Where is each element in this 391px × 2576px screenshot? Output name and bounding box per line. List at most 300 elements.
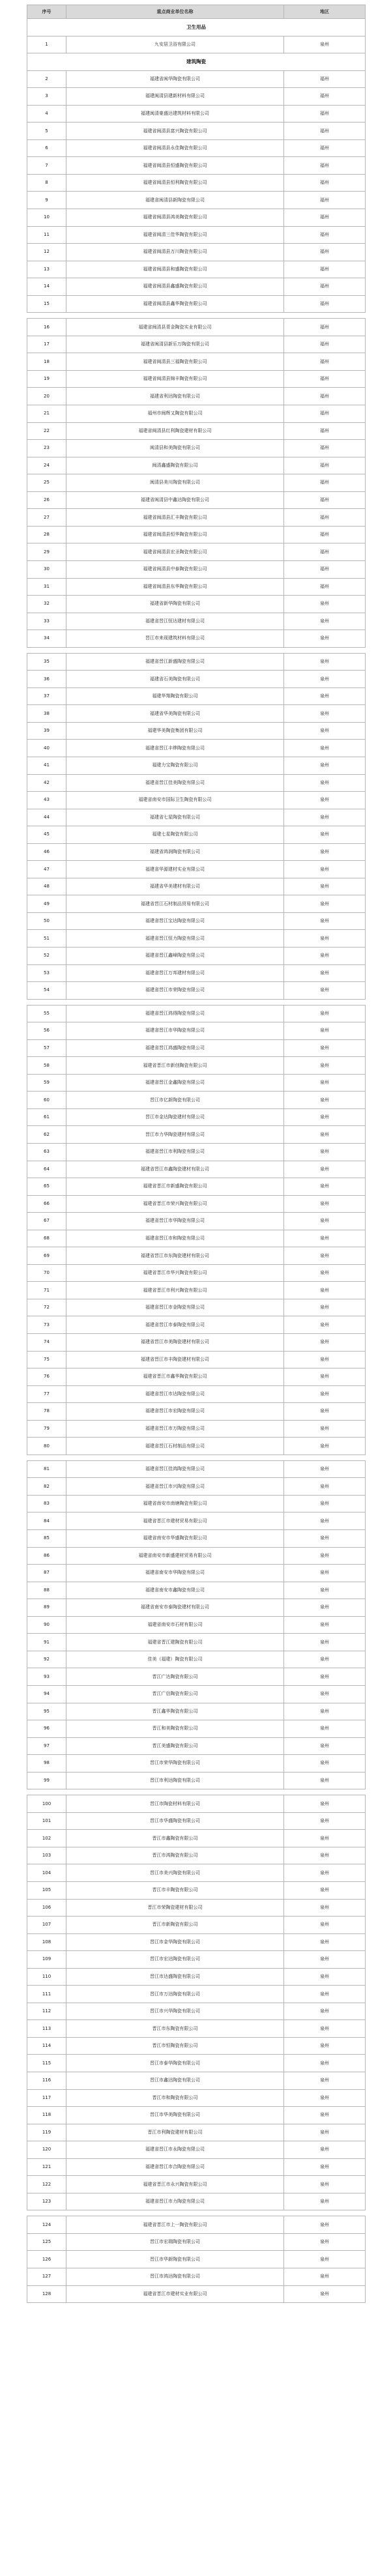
row-number: 55	[27, 1005, 66, 1022]
table-row	[27, 1812, 366, 1830]
region: 泉州	[284, 1737, 366, 1755]
row-number: 24	[27, 457, 66, 474]
region: 泉州	[284, 1403, 366, 1421]
company-name: 福建闽清豪盛达建筑材料有限公司	[66, 105, 284, 123]
table-row	[27, 1933, 366, 1951]
table-row	[27, 2003, 366, 2020]
region: 福州	[284, 174, 366, 192]
company-name: 福建省闽清县万川陶瓷有限公司	[66, 244, 284, 261]
region: 泉州	[284, 1282, 366, 1299]
region: 福州	[284, 88, 366, 106]
table-row	[27, 1495, 366, 1512]
table-row	[27, 1144, 366, 1161]
table-row	[27, 295, 366, 313]
row-number: 113	[27, 2020, 66, 2038]
region: 泉州	[284, 1599, 366, 1617]
table-row	[27, 2251, 366, 2268]
company-name: 福建省晋江市鑫华陶瓷有限公司	[66, 1368, 284, 1386]
company-name: 福建省闽清县三福陶瓷有限公司	[66, 353, 284, 371]
company-name: 福建省晋江丰烨陶瓷有限公司	[66, 740, 284, 757]
region: 泉州	[284, 1986, 366, 2003]
company-name: 福建省南安市南塘陶瓷有限公司	[66, 1495, 284, 1512]
company-name: 福建华翔陶瓷有限公司	[66, 687, 284, 705]
section-title: 建筑陶瓷	[27, 53, 366, 71]
table-row	[27, 1178, 366, 1196]
company-name: 福建省七星陶瓷有限公司	[66, 809, 284, 826]
company-name: 晋江市荣华陶瓷有限公司	[66, 1755, 284, 1773]
company-name: 福建省晋江市华陶瓷有限公司	[66, 1213, 284, 1230]
company-name: 福建省晋江市新创陶瓷有限公司	[66, 1057, 284, 1075]
row-number: 16	[27, 319, 66, 336]
company-name: 闽清县和美陶瓷有限公司	[66, 440, 284, 457]
company-name: 晋江市兴华陶瓷有限公司	[66, 2003, 284, 2020]
section-gap	[27, 2210, 366, 2216]
row-number: 40	[27, 740, 66, 757]
row-number: 28	[27, 526, 66, 543]
table-row	[27, 370, 366, 388]
region: 福州	[284, 353, 366, 371]
table-row	[27, 1195, 366, 1213]
region: 泉州	[284, 596, 366, 613]
table-row	[27, 792, 366, 809]
company-name: 福建省闽清县鑫华陶瓷有限公司	[66, 295, 284, 313]
table-row	[27, 740, 366, 757]
table-row	[27, 1299, 366, 1316]
region: 泉州	[284, 1385, 366, 1403]
row-number: 99	[27, 1772, 66, 1789]
table-row	[27, 1022, 366, 1040]
region: 泉州	[284, 1247, 366, 1265]
company-name: 晋江市新陶瓷有限公司	[66, 1917, 284, 1934]
company-name: 福建省晋江市荣陶瓷有限公司	[66, 982, 284, 1000]
region: 泉州	[284, 1933, 366, 1951]
region: 泉州	[284, 2107, 366, 2124]
company-name: 福建省南安市泰陶瓷建材有限公司	[66, 1599, 284, 1617]
row-number: 108	[27, 1933, 66, 1951]
region: 泉州	[284, 861, 366, 878]
table-row	[27, 2107, 366, 2124]
table-row	[27, 1881, 366, 1899]
table-row	[27, 105, 366, 123]
region: 泉州	[284, 1830, 366, 1847]
table-row	[27, 139, 366, 157]
region: 泉州	[284, 1195, 366, 1213]
table-row	[27, 613, 366, 630]
table-row	[27, 1213, 366, 1230]
company-name: 福建省晋江市永陶瓷有限公司	[66, 2141, 284, 2159]
row-number: 50	[27, 912, 66, 930]
gap-cell	[27, 1454, 366, 1460]
row-number: 128	[27, 2285, 66, 2303]
row-number: 86	[27, 1547, 66, 1565]
section-title: 卫生用品	[27, 19, 366, 36]
row-number: 42	[27, 774, 66, 792]
region: 福州	[284, 123, 366, 140]
company-name: 福建省晋江市利陶瓷有限公司	[66, 1144, 284, 1161]
header-region: 地区	[284, 5, 366, 19]
table-row	[27, 2158, 366, 2176]
region: 泉州	[284, 1547, 366, 1565]
row-number: 21	[27, 405, 66, 423]
company-name: 福建省晋江市宏陶瓷有限公司	[66, 1403, 284, 1421]
row-number: 48	[27, 878, 66, 895]
row-number: 37	[27, 687, 66, 705]
table-row	[27, 157, 366, 175]
region: 泉州	[284, 1864, 366, 1882]
section-row	[27, 19, 366, 36]
region: 泉州	[284, 1368, 366, 1386]
row-number: 102	[27, 1830, 66, 1847]
row-number: 2	[27, 70, 66, 88]
company-name: 晋江市泰华陶瓷有限公司	[66, 2055, 284, 2072]
row-number: 59	[27, 1074, 66, 1092]
region: 福州	[284, 405, 366, 423]
table-row	[27, 1420, 366, 1438]
region: 泉州	[284, 2003, 366, 2020]
table-row	[27, 1720, 366, 1738]
table-row	[27, 774, 366, 792]
region: 泉州	[284, 1092, 366, 1109]
region: 泉州	[284, 1530, 366, 1548]
region: 泉州	[284, 2176, 366, 2193]
table-row	[27, 491, 366, 509]
table-row	[27, 226, 366, 244]
company-name: 晋江市利达陶瓷有限公司	[66, 1772, 284, 1789]
table-row	[27, 209, 366, 227]
section-gap	[27, 1789, 366, 1795]
table-row	[27, 1074, 366, 1092]
table-row	[27, 244, 366, 261]
row-number: 94	[27, 1685, 66, 1703]
company-name: 福建省晋江佳鸿陶瓷有限公司	[66, 1460, 284, 1478]
row-number: 36	[27, 671, 66, 688]
company-name: 福建省晋江市永兴陶瓷有限公司	[66, 2176, 284, 2193]
table-row	[27, 1986, 366, 2003]
company-name: 福建省晋江市东陶瓷建材有限公司	[66, 1247, 284, 1265]
table-row	[27, 705, 366, 723]
region: 泉州	[284, 878, 366, 895]
company-name: 晋江美盛陶瓷有限公司	[66, 1737, 284, 1755]
row-number: 95	[27, 1703, 66, 1720]
region: 福州	[284, 370, 366, 388]
region: 泉州	[284, 774, 366, 792]
row-number: 89	[27, 1599, 66, 1617]
region: 泉州	[284, 809, 366, 826]
region: 泉州	[284, 912, 366, 930]
table-row	[27, 123, 366, 140]
company-name: 福建省闽清县新乐万陶瓷有限公司	[66, 336, 284, 353]
company-name: 闽清县美川陶瓷有限公司	[66, 474, 284, 492]
region: 泉州	[284, 2124, 366, 2141]
row-number: 96	[27, 1720, 66, 1738]
table-row	[27, 2268, 366, 2286]
region: 泉州	[284, 2233, 366, 2251]
table-row	[27, 2020, 366, 2038]
table-row	[27, 526, 366, 543]
row-number: 91	[27, 1634, 66, 1651]
company-name: 福建省闽清县恒盛陶瓷有限公司	[66, 157, 284, 175]
region: 泉州	[284, 1495, 366, 1512]
region: 泉州	[284, 1812, 366, 1830]
company-name: 福建省晋江市泰陶瓷有限公司	[66, 1316, 284, 1334]
company-name: 福建省南安市鑫陶瓷有限公司	[66, 1582, 284, 1599]
row-number: 125	[27, 2233, 66, 2251]
row-number: 72	[27, 1299, 66, 1316]
company-name: 福建省晋江鑫峰陶瓷有限公司	[66, 947, 284, 964]
table-row	[27, 1264, 366, 1282]
company-name: 晋江市亿新陶瓷有限公司	[66, 1092, 284, 1109]
region: 泉州	[284, 1795, 366, 1813]
table-row	[27, 174, 366, 192]
region: 泉州	[284, 1899, 366, 1917]
company-name: 福建省晋江市鑫陶瓷建材有限公司	[66, 1161, 284, 1178]
region: 泉州	[284, 826, 366, 844]
table-row	[27, 1403, 366, 1421]
row-number: 119	[27, 2124, 66, 2141]
row-number: 26	[27, 491, 66, 509]
table-row	[27, 1685, 366, 1703]
table-row	[27, 422, 366, 440]
table-row	[27, 947, 366, 964]
row-number: 64	[27, 1161, 66, 1178]
region: 福州	[284, 105, 366, 123]
table-row	[27, 2176, 366, 2193]
company-name: 晋江市东陶瓷有限公司	[66, 2020, 284, 2038]
region: 福州	[284, 319, 366, 336]
region: 泉州	[284, 1316, 366, 1334]
table-row	[27, 560, 366, 578]
table-row	[27, 1334, 366, 1352]
table-row	[27, 1968, 366, 1986]
company-name: 福建省闽清三佳华陶瓷有限公司	[66, 226, 284, 244]
row-number: 82	[27, 1478, 66, 1496]
table-row	[27, 192, 366, 209]
company-name: 福建省华美陶瓷有限公司	[66, 705, 284, 723]
row-number: 71	[27, 1282, 66, 1299]
company-name: 晋江市万达陶瓷有限公司	[66, 1986, 284, 2003]
table-row	[27, 1651, 366, 1668]
table-row	[27, 895, 366, 913]
table-row	[27, 36, 366, 53]
table-row	[27, 2124, 366, 2141]
header-no: 序号	[27, 5, 66, 19]
company-name: 福建省南安市新盛建材贸易有限公司	[66, 1547, 284, 1565]
table-row	[27, 630, 366, 648]
row-number: 114	[27, 2037, 66, 2055]
company-name: 福建省晋江建陶瓷有限公司	[66, 1634, 284, 1651]
table-row	[27, 671, 366, 688]
row-number: 43	[27, 792, 66, 809]
region: 泉州	[284, 1299, 366, 1316]
company-name: 福建省晋江市建材贸易有限公司	[66, 1512, 284, 1530]
row-number: 14	[27, 278, 66, 296]
company-name: 福建省晋江市万陶瓷有限公司	[66, 1420, 284, 1438]
company-name: 晋江市鑫陶瓷有限公司	[66, 1830, 284, 1847]
region: 福州	[284, 457, 366, 474]
company-name: 福建省闽清县鑫盛陶瓷有限公司	[66, 278, 284, 296]
table-row	[27, 2055, 366, 2072]
company-name: 福建省闽清县红利陶瓷建材有限公司	[66, 422, 284, 440]
table-row	[27, 1161, 366, 1178]
row-number: 5	[27, 123, 66, 140]
region: 泉州	[284, 1264, 366, 1282]
region: 泉州	[284, 1438, 366, 1455]
company-name: 福建省晋江市荣兴陶瓷有限公司	[66, 1195, 284, 1213]
table-row	[27, 1005, 366, 1022]
region: 泉州	[284, 2158, 366, 2176]
company-name: 福建省南安市华盛陶瓷有限公司	[66, 1530, 284, 1548]
region: 福州	[284, 578, 366, 596]
row-number: 76	[27, 1368, 66, 1386]
region: 泉州	[284, 1512, 366, 1530]
table-row	[27, 2233, 366, 2251]
region: 泉州	[284, 1178, 366, 1196]
company-name: 晋江鑫华陶瓷有限公司	[66, 1703, 284, 1720]
company-name: 福建省晋江市美陶瓷建材有限公司	[66, 1334, 284, 1352]
row-number: 19	[27, 370, 66, 388]
region: 泉州	[284, 705, 366, 723]
region: 福州	[284, 491, 366, 509]
company-name: 晋江市来现建筑材料有限公司	[66, 630, 284, 648]
table-row	[27, 1092, 366, 1109]
row-number: 18	[27, 353, 66, 371]
region: 泉州	[284, 1651, 366, 1668]
table-row	[27, 861, 366, 878]
row-number: 30	[27, 560, 66, 578]
company-name: 福建力宝陶瓷有限公司	[66, 757, 284, 774]
company-name: 福建省华源建材实业有限公司	[66, 861, 284, 878]
table-row	[27, 1247, 366, 1265]
region: 泉州	[284, 1144, 366, 1161]
row-number: 10	[27, 209, 66, 227]
region: 福州	[284, 388, 366, 405]
region: 福州	[284, 157, 366, 175]
table-row	[27, 964, 366, 982]
table-row	[27, 930, 366, 948]
table-row	[27, 1668, 366, 1686]
table-row	[27, 2193, 366, 2210]
company-name: 福建省晋江金鑫陶瓷有限公司	[66, 1074, 284, 1092]
company-name: 福建省晋江恒力陶瓷有限公司	[66, 930, 284, 948]
company-name: 晋江市鑫达陶瓷有限公司	[66, 2072, 284, 2089]
row-number: 70	[27, 1264, 66, 1282]
company-name: 晋江市美兴陶瓷有限公司	[66, 1864, 284, 1882]
region: 泉州	[284, 687, 366, 705]
row-number: 3	[27, 88, 66, 106]
company-name: 福建省晋江市建材实业有限公司	[66, 2285, 284, 2303]
row-number: 54	[27, 982, 66, 1000]
region: 泉州	[284, 1351, 366, 1368]
region: 福州	[284, 509, 366, 527]
company-name: 福建省晋江万邦建材有限公司	[66, 964, 284, 982]
section-gap	[27, 313, 366, 319]
row-number: 61	[27, 1108, 66, 1126]
row-number: 112	[27, 2003, 66, 2020]
gap-cell	[27, 647, 366, 653]
row-number: 47	[27, 861, 66, 878]
company-name: 福建省晋江市金陶瓷有限公司	[66, 1299, 284, 1316]
company-name: 晋江市力华陶瓷建材有限公司	[66, 1126, 284, 1144]
region: 泉州	[284, 2216, 366, 2234]
region: 泉州	[284, 1074, 366, 1092]
table-row	[27, 1368, 366, 1386]
company-name: 福建省晋江新盛陶瓷有限公司	[66, 653, 284, 671]
company-name: 福建省闽清县汇丰陶瓷有限公司	[66, 509, 284, 527]
region: 泉州	[284, 930, 366, 948]
region: 泉州	[284, 671, 366, 688]
table-row	[27, 261, 366, 278]
section-row	[27, 53, 366, 71]
row-number: 105	[27, 1881, 66, 1899]
region: 福州	[284, 560, 366, 578]
section-gap	[27, 647, 366, 653]
company-name: 晋江市华美陶瓷有限公司	[66, 2107, 284, 2124]
table-row	[27, 543, 366, 561]
table-row	[27, 2216, 366, 2234]
section-gap	[27, 1454, 366, 1460]
gap-cell	[27, 313, 366, 319]
row-number: 63	[27, 1144, 66, 1161]
row-number: 123	[27, 2193, 66, 2210]
company-name: 福建省闽清县东华陶瓷有限公司	[66, 578, 284, 596]
row-number: 65	[27, 1178, 66, 1196]
region: 福州	[284, 422, 366, 440]
row-number: 62	[27, 1126, 66, 1144]
region: 泉州	[284, 613, 366, 630]
company-name: 晋江市和陶瓷有限公司	[66, 2089, 284, 2107]
row-number: 111	[27, 1986, 66, 2003]
company-name: 福建省闽华陶瓷有限公司	[66, 70, 284, 88]
row-number: 77	[27, 1385, 66, 1403]
region: 泉州	[284, 947, 366, 964]
row-number: 60	[27, 1092, 66, 1109]
company-name: 福建省南安市石材有限公司	[66, 1616, 284, 1634]
table-row	[27, 278, 366, 296]
table-body	[27, 19, 366, 2303]
company-name: 福建省晋江市丰陶瓷建材有限公司	[66, 1351, 284, 1368]
row-number: 109	[27, 1951, 66, 1969]
table-row	[27, 2089, 366, 2107]
region: 泉州	[284, 757, 366, 774]
sheet	[27, 5, 365, 2303]
region: 泉州	[284, 1755, 366, 1773]
row-number: 53	[27, 964, 66, 982]
region: 泉州	[284, 964, 366, 982]
company-name: 福建省闽清县和盛陶瓷有限公司	[66, 261, 284, 278]
region: 泉州	[284, 1968, 366, 1986]
row-number: 66	[27, 1195, 66, 1213]
company-name: 晋江市荣陶瓷建材有限公司	[66, 1899, 284, 1917]
company-name: 福建省晋江市达陶瓷有限公司	[66, 1385, 284, 1403]
region: 福州	[284, 336, 366, 353]
row-number: 68	[27, 1230, 66, 1247]
company-name: 福建省晋江宝达陶瓷有限公司	[66, 912, 284, 930]
row-number: 67	[27, 1213, 66, 1230]
company-name: 福建省闽清县中泰陶瓷有限公司	[66, 560, 284, 578]
company-name: 晋江广信陶瓷有限公司	[66, 1685, 284, 1703]
row-number: 49	[27, 895, 66, 913]
company-name: 福建省晋江市华陶瓷有限公司	[66, 1022, 284, 1040]
row-number: 20	[27, 388, 66, 405]
company-name: 晋江市恒陶瓷有限公司	[66, 2037, 284, 2055]
company-name: 福建省南安市国际卫生陶瓷有限公司	[66, 792, 284, 809]
region: 泉州	[284, 1230, 366, 1247]
table-row	[27, 1917, 366, 1934]
row-number: 88	[27, 1582, 66, 1599]
row-number: 115	[27, 2055, 66, 2072]
row-number: 56	[27, 1022, 66, 1040]
table-row	[27, 388, 366, 405]
